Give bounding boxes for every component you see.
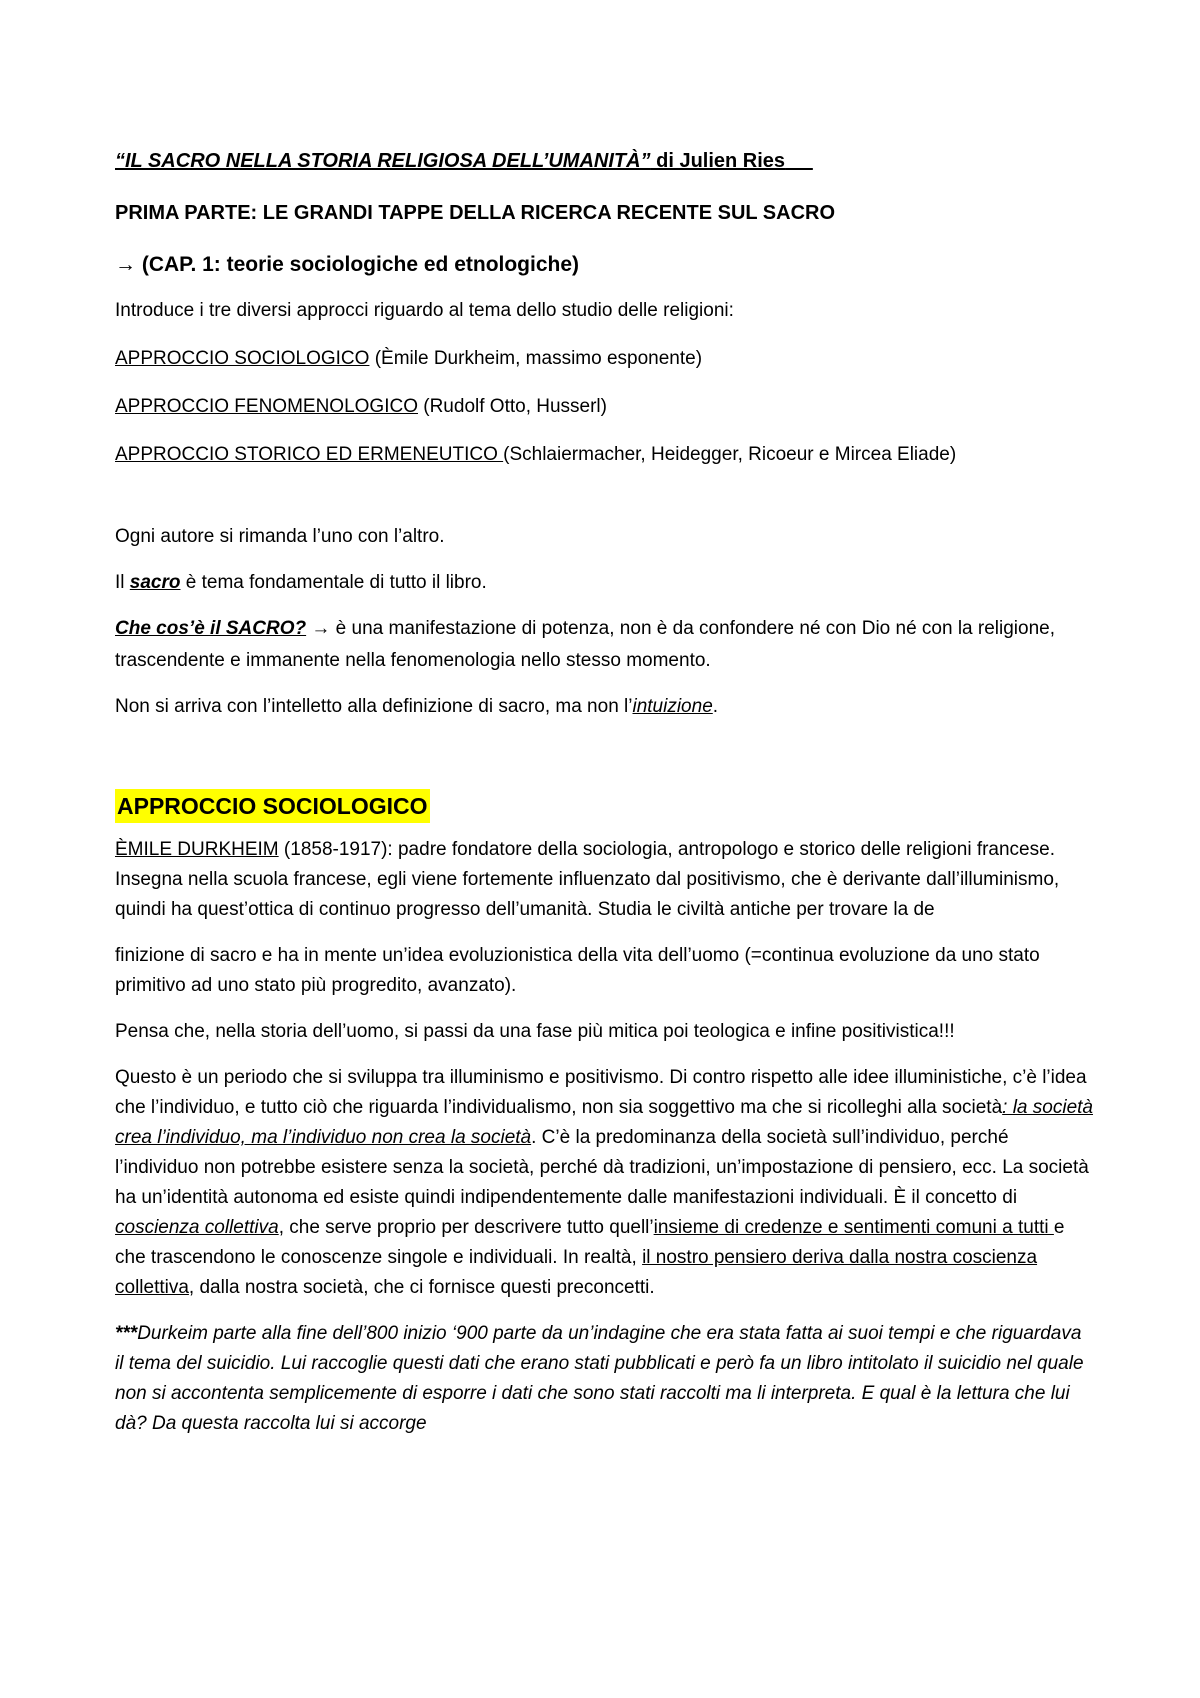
approach-name: APPROCCIO FENOMENOLOGICO (115, 396, 418, 417)
underlined-phrase: : la società crea l’individuo, ma l’individuo non crea la società (115, 1097, 1093, 1148)
part-heading: PRIMA PARTE: LE GRANDI TAPPE DELLA RICERCA RECENTE SUL SACRO (115, 202, 836, 224)
approach-authors: (Rudolf Otto, Husserl) (417, 396, 607, 417)
paragraph-durkheim-evoluzione: finizione di sacro e ha in mente un’idea evoluzionistica della vita dell’uomo (=continua evoluzione da uno stato primitivo ad uno stato più progredito, avanzato). (115, 945, 1040, 996)
underlined-phrase: coscienza collettiva (115, 1217, 279, 1238)
approach-name: APPROCCIO STORICO ED ERMENEUTICO (115, 444, 504, 465)
asterisks: *** (115, 1323, 138, 1344)
paragraph-sacro: Il sacro è tema fondamentale di tutto il libro. (115, 572, 487, 593)
paragraph-intuizione: Non si arriva con l’intelletto alla definizione di sacro, ma non l’intuizione. (115, 696, 719, 717)
approach-item (115, 391, 1095, 423)
book-author: di Julien Ries (650, 150, 786, 172)
intro-paragraph: Introduce i tre diversi approcci riguardo al tema dello studio delle religioni: (115, 300, 734, 321)
underlined-phrase: il nostro pensiero deriva dalla nostra coscienza collettiva (115, 1247, 1038, 1298)
keyword-intuizione: intuizione (632, 696, 713, 717)
paragraph-ogni-autore: Ogni autore si rimanda l’uno con l’altro. (115, 526, 445, 547)
author-name: ÈMILE DURKHEIM (115, 839, 279, 860)
section-heading-wrapper (115, 737, 1095, 835)
paragraph-durkheim-societa: Questo è un periodo che si sviluppa tra illuminismo e positivismo. Di contro rispetto alle idee illuministiche, c’è l’idea che l’individuo, e tutto ciò che riguarda l’individualismo, non sia soggettivo ma che si ricolleghi alla società: la società crea l’individuo, ma l’individuo non crea la società. C’è la predominanza della società sull’individuo, perché l’individuo non potrebbe esistere senza la società, perché dà tradizioni, un’impostazione di pensiero, ecc. La società ha un’identità autonoma ed esiste quindi indipendentemente dalle manifestazioni individuali. È il concetto di coscienza collettiva, che serve proprio per descrivere tutto quell’insieme di credenze e sentimenti comuni a tutti e che trascendono le conoscenze singole e individuali. In realtà, il nostro pensiero deriva dalla nostra coscienza collettiva, dalla nostra società, che ci fornisce questi preconcetti. (115, 1067, 1093, 1298)
paragraph-durkheim-intro: ÈMILE DURKHEIM (1858-1917): padre fondatore della sociologia, antropologo e storico delle religioni francese. Insegna nella scuola francese, egli viene fortemente influenzato dal positivismo, che è derivante dall’illuminismo, quindi ha quest’ottica di continuo progresso dell’umanità. Studia le civiltà antiche per trovare la de (115, 839, 1060, 920)
section-heading: APPROCCIO SOCIOLOGICO (115, 789, 430, 823)
question-sacro: Che cos’è il SACRO? (115, 618, 307, 639)
approach-item (115, 343, 1095, 375)
document-body (115, 145, 1095, 1439)
approach-authors: (Schlaiermacher, Heidegger, Ricoeur e Mircea Eliade) (503, 444, 957, 465)
approach-authors: (Èmile Durkheim, massimo esponente) (369, 348, 703, 369)
chapter-heading: → (CAP. 1: teorie sociologiche ed etnologiche) (115, 253, 580, 276)
paragraph-durkheim-fasi: Pensa che, nella storia dell’uomo, si passi da una fase più mitica poi teologica e infine positivistica!!! (115, 1021, 955, 1042)
book-title: “IL SACRO NELLA STORIA RELIGIOSA DELL’UMANITÀ” (115, 150, 651, 172)
paragraph-che-cose: Che cos’è il SACRO? → è una manifestazione di potenza, non è da confondere né con Dio né con la religione, trascendente e immanente nella fenomenologia nello stesso momento. (115, 618, 1056, 671)
keyword-sacro: sacro (129, 572, 181, 593)
approach-item (115, 439, 1095, 471)
document-title (115, 145, 1095, 177)
underlined-phrase: insieme di credenze e sentimenti comuni a tutti (653, 1217, 1054, 1238)
paragraph-suicidio: ***Durkeim parte alla fine dell’800 inizio ‘900 parte da un’indagine che era stata fatta ai suoi tempi e che riguardava il tema del suicidio. Lui raccoglie questi dati che erano stati pubblicati e però fa un libro intitolato il suicidio nel quale non si accontenta semplicemente di esporre i dati che sono stati raccolti ma li interpreta. E qual è la lettura che lui dà? Da questa raccolta lui si accorge (115, 1323, 1084, 1434)
approach-name: APPROCCIO SOCIOLOGICO (115, 348, 370, 369)
